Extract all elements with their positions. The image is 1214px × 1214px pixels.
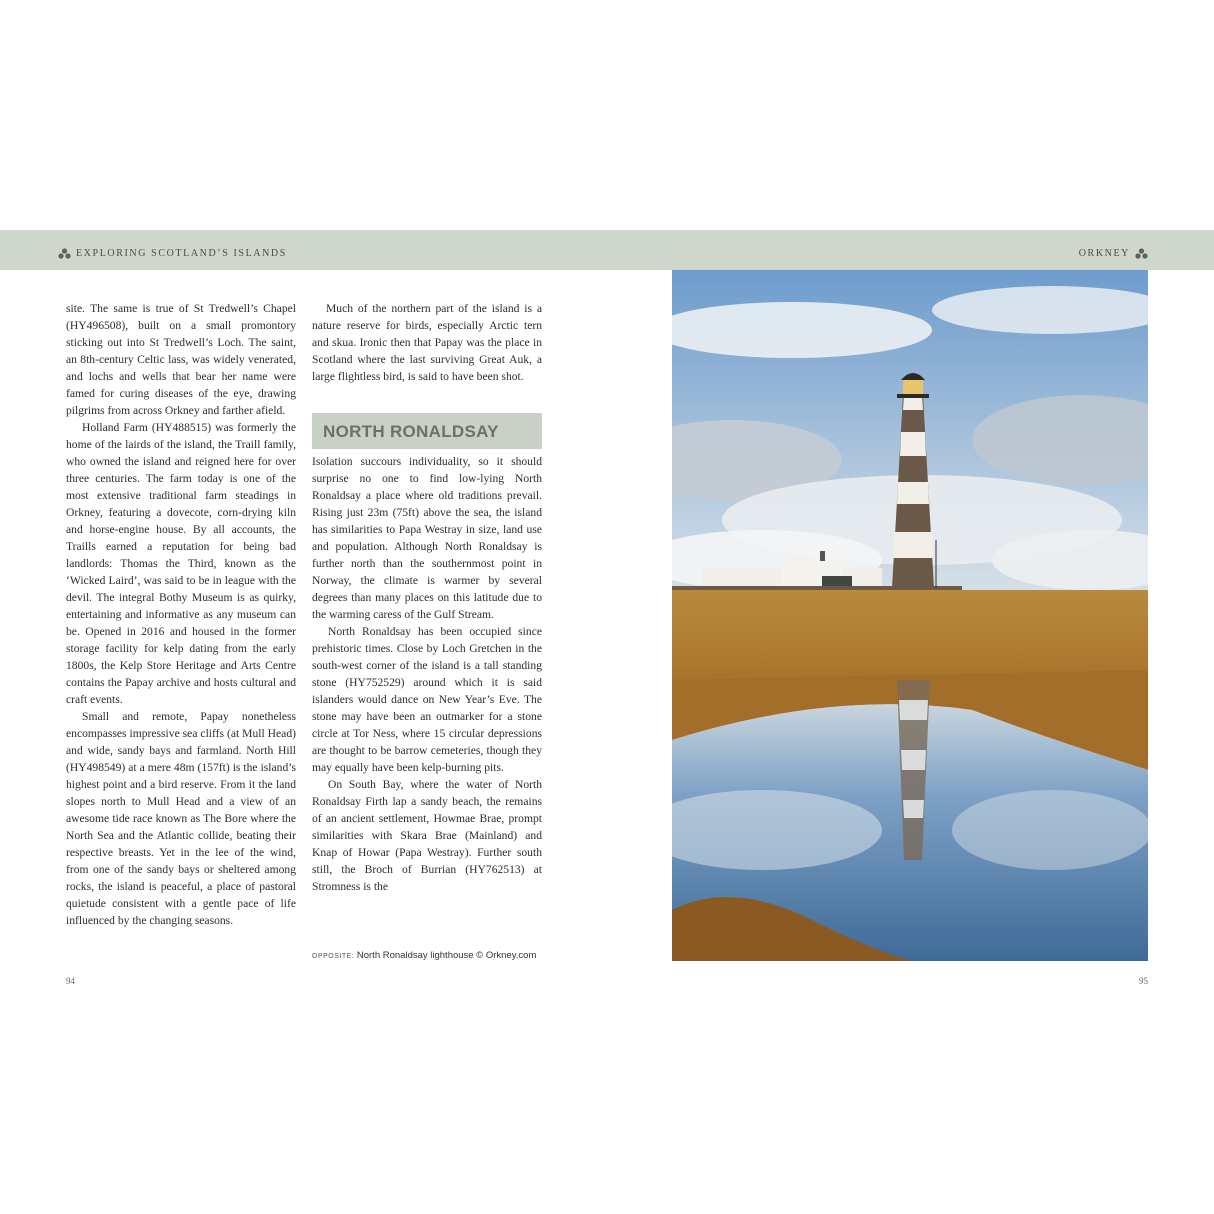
section-heading: NORTH RONALDSAY xyxy=(312,413,542,449)
paragraph: North Ronaldsay has been occupied since prehistoric times. Close by Loch Gretchen in the south-west corner of the island is a tall standing stone (HY752529) around which it is said islanders would dance on New Year’s Eve. The stone may have been an outmarker for a stone circle at Tor Ness, where 15 circular depressions are thought to be barrow cemeteries, though they may equally have been kelp-burning pits. xyxy=(312,625,542,774)
book-title: EXPLORING SCOTLAND’S ISLANDS xyxy=(76,248,287,259)
paragraph: On South Bay, where the water of North Ronaldsay Firth lap a sandy beach, the remains of an ancient settlement, Howmae Brae, prompt similarities with Skara Brae (Mainland) and Knap of Howar (Papa Westray). Further south still, the Broch of Burrian (HY762513) at Stromness is the xyxy=(312,778,542,893)
page-number-left: 94 xyxy=(66,976,75,986)
caption-label: OPPOSITE: xyxy=(312,953,355,960)
right-text-column xyxy=(312,453,542,895)
paragraph: Holland Farm (HY488515) was formerly the home of the lairds of the island, the Traill family, who owned the island and reigned here for over three centuries. The farm today is one of the most extensive traditional farm steadings in Orkney, featuring a dovecote, corn-drying kiln and horse-engine house. By all accounts, the Traills earned a reputation for being bad landlords: Thomas the Third, known as the ‘Wicked Laird’, was said to be in league with the devil. The integral Bothy Museum is as quirky, entertaining and informative as any museum can be. Opened in 2016 and housed in the former storage facility for kelp dating from the early 1800s, the Kelp Store Heritage and Arts Centre contains the Papay archive and hosts cultural and craft events. xyxy=(66,421,296,706)
lighthouse-illustration xyxy=(672,270,1148,961)
paragraph: Isolation succours individuality, so it should surprise no one to find low-lying North Ronaldsay a place where old traditions prevail. Rising just 23m (75ft) above the sea, the island has similarities to Papa Westray in size, land use and population. Although North Ronaldsay is further north than the southernmost point in Norway, the climate is warmer by several degrees than many places on this latitude due to the warming caress of the Gulf Stream. xyxy=(312,455,542,621)
photo-caption xyxy=(312,950,572,961)
lighthouse-photo xyxy=(672,270,1148,961)
paragraph: site. The same is true of St Tredwell’s Chapel (HY496508), built on a small promontory sticking out into St Tredwell’s Loch. The saint, an 8th-century Celtic lass, was widely venerated, and lochs and wells that bear her name were famed for curing diseases of the eye, drawing pilgrims from across Orkney and farther afield. xyxy=(66,302,296,417)
paragraph: Small and remote, Papay nonetheless encompasses impressive sea cliffs (at Mull Head) and wide, sandy bays and farmland. North Hill (HY498549) at a mere 48m (157ft) is the island’s highest point and a bird reserve. From it the land slopes north to Mull Head and a view of an awesome tide race known as The Bore where the North Sea and the Atlantic collide, beating their respective breasts. Yet in the lee of the wind, from one of the sandy bays or sheltered among rocks, the island is peaceful, a place of pastoral quietude consistent with a gentle pace of life influenced by the changing seasons. xyxy=(66,710,296,927)
trefoil-icon xyxy=(1135,248,1148,259)
running-head-left xyxy=(58,248,287,259)
right-text-column-intro xyxy=(312,300,542,385)
paragraph: Much of the northern part of the island is a nature reserve for birds, especially Arctic tern and skua. Ironic then that Papay was the place in Scotland where the last surviving Great Auk, a large flightless bird, is said to have been shot. xyxy=(312,302,542,383)
caption-text: North Ronaldsay lighthouse © Orkney.com xyxy=(356,950,537,961)
left-text-column xyxy=(66,300,296,929)
page-number-right: 95 xyxy=(1139,976,1148,986)
trefoil-icon xyxy=(58,248,71,259)
chapter-title: ORKNEY xyxy=(1078,248,1130,259)
running-head-right xyxy=(1079,248,1148,259)
